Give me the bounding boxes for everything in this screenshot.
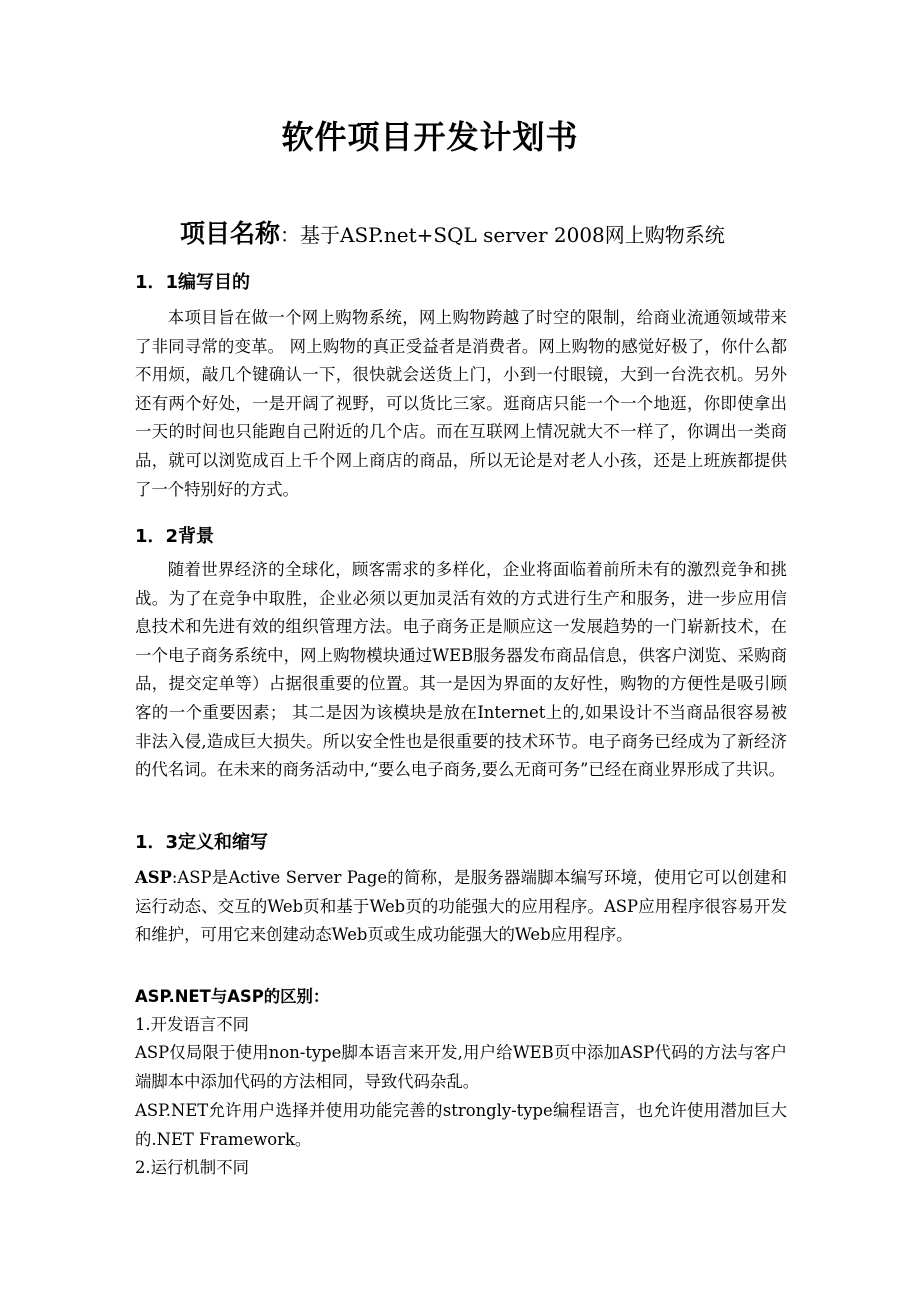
diff-item-1-aspnet: ASP.NET允许用户选择并使用功能完善的strongly-type编程语言，也允许使用潜加巨大的.NET Framework。 [135,1101,787,1149]
section-heading-background: 1．2背景 [135,526,215,547]
project-name-label: 项目名称 [180,219,281,248]
section-heading-purpose: 1．1编写目的 [135,272,251,293]
project-name-colon: ： [280,223,301,247]
section-paragraph-purpose: 本项目旨在做一个网上购物系统，网上购物跨越了时空的限制，给商业流通领域带来了非同寻常的变革。 网上购物的真正受益者是消费者。网上购物的感觉好极了，你什么都不用烦，敲几个键确认一下，很快就会送货上门，小到一付眼镜，大到一台洗衣机。另外还有两个好处，一是开阔了视野，可以货比三家。逛商店只能一个一个地逛，你即使拿出一天的时间也只能跑自己附近的几个店。而在互联网上情况就大不一样了，你调出一类商品，就可以浏览成百上千个网上商店的商品，所以无论是对老人小孩，还是上班族都提供了一个特别好的方式。 [135,308,787,499]
asp-definition-text: :ASP是Active Server Page的简称，是服务器端脚本编写环境，使用它可以创建和运行动态、交互的Web页和基于Web页的功能强大的应用程序。ASP应用程序很容易开发和维护，可用它来创建动态Web页或生成功能强大的Web应用程序。 [135,868,787,945]
project-name-value: 基于ASP.net+SQL server 2008网上购物系统 [300,223,725,247]
document-title: 软件项目开发计划书 [281,118,579,156]
section-heading-definitions: 1．3定义和缩写 [135,832,269,853]
section-paragraph-background: 随着世界经济的全球化，顾客需求的多样化，企业将面临着前所未有的激烈竞争和挑战。为了在竞争中取胜，企业必须以更加灵活有效的方式进行生产和服务，进一步应用信息技术和先进有效的组织管理方法。电子商务正是顺应这一发展趋势的一门崭新技术，在一个电子商务系统中，网上购物模块通过WEB服务器发布商品信息，供客户浏览、采购商品，提交定单等）占据很重要的位置。其一是因为界面的友好性，购物的方便性是吸引顾客的一个重要因素； 其二是因为该模块是放在Internet上的,如果设计不当商品很容易被非法入侵,造成巨大损失。所以安全性也是很重要的技术环节。电子商务已经成为了新经济的代名词。在未来的商务活动中,“要么电子商务,要么无商可务”已经在商业界形成了共识。 [135,560,787,780]
asp-definition-paragraph [135,864,787,950]
diff-item-1-asp: ASP仅局限于使用non-type脚本语言来开发,用户给WEB页中添加ASP代码的方法与客户端脚本中添加代码的方法相同，导致代码杂乱。 [135,1043,787,1091]
project-name-line [180,214,725,250]
asp-diff-heading: ASP.NET与ASP的区别： [135,987,330,1006]
diff-item-1-title: 1.开发语言不同 [135,1015,249,1034]
diff-item-2-title: 2.运行机制不同 [135,1158,249,1177]
asp-term: ASP [135,868,172,887]
